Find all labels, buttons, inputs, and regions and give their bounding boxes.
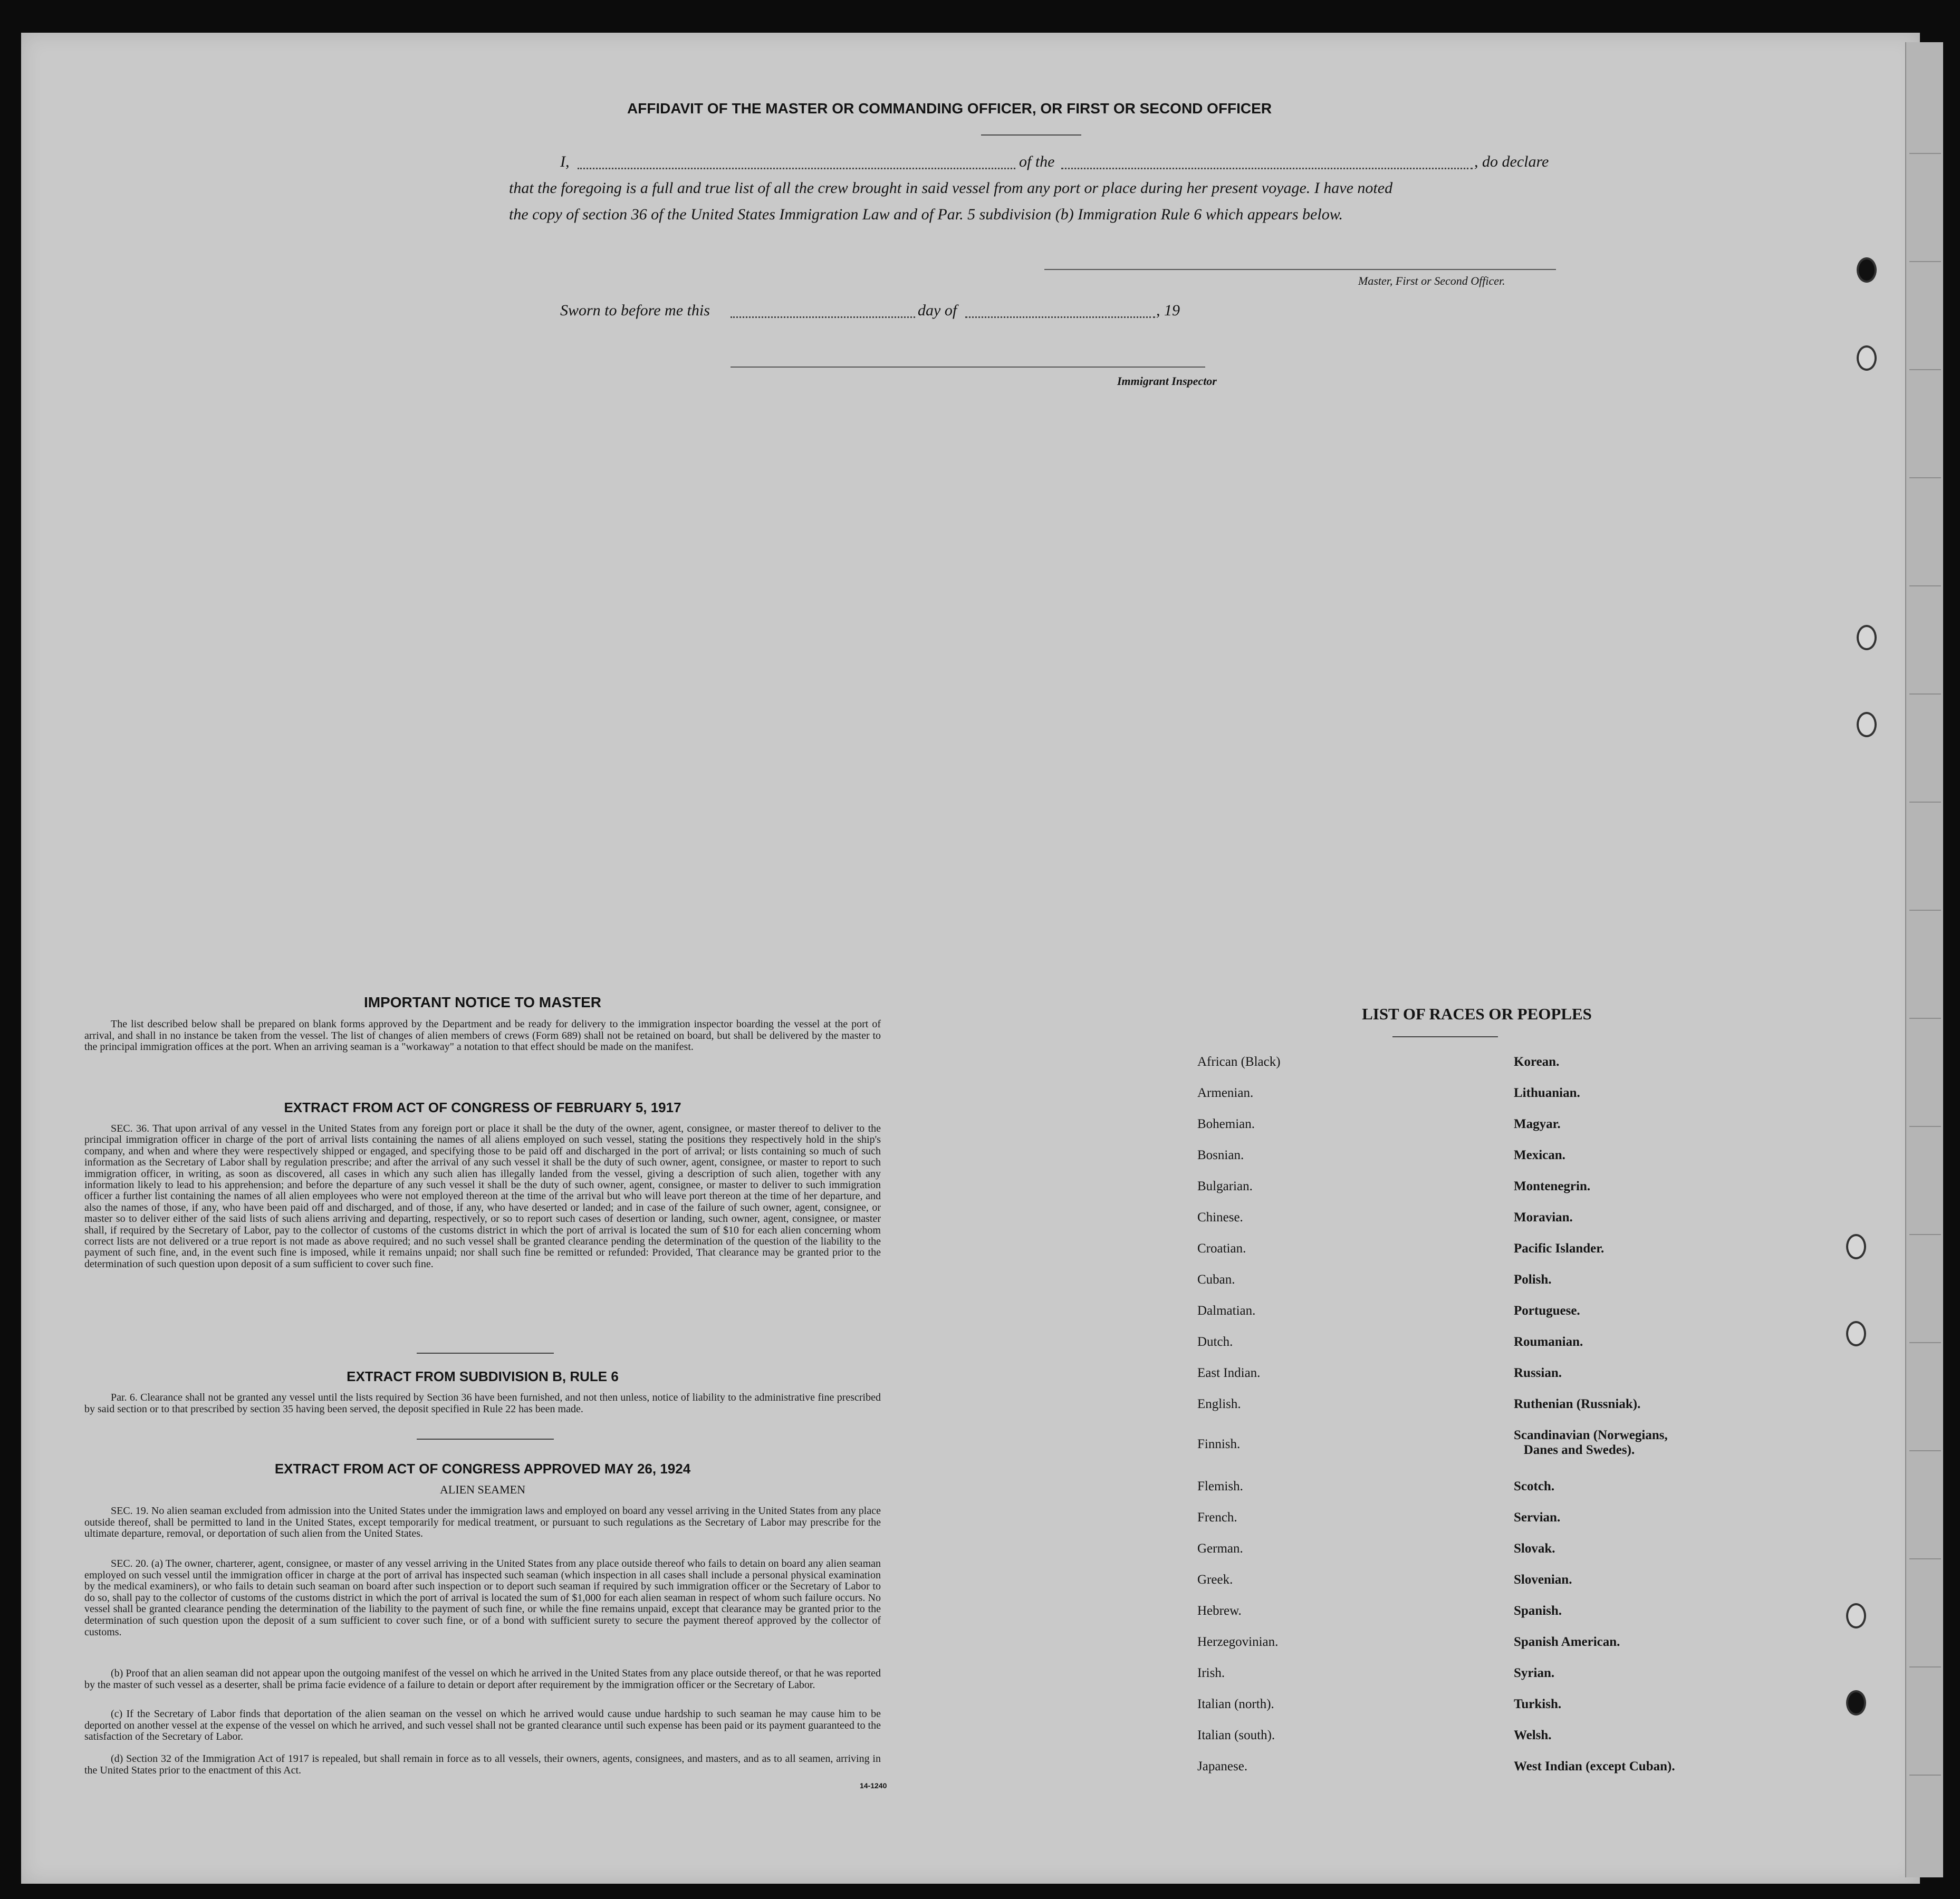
edge-rule	[1909, 693, 1941, 695]
race-item: Russian.	[1514, 1366, 1562, 1380]
sworn-month-field[interactable]	[965, 316, 1155, 318]
edge-rule	[1909, 261, 1941, 262]
race-item: Magyar.	[1514, 1117, 1561, 1131]
edge-rule	[1909, 1234, 1941, 1235]
race-item: Bosnian.	[1197, 1148, 1244, 1162]
binder-hole	[1857, 345, 1877, 371]
section-rule	[417, 1353, 554, 1354]
race-item: Italian (north).	[1197, 1697, 1274, 1711]
edge-rule	[1909, 1450, 1941, 1451]
section-rule	[417, 1439, 554, 1440]
race-item: Ruthenian (Russniak).	[1514, 1397, 1641, 1411]
race-item: Servian.	[1514, 1510, 1561, 1525]
affidavit-of-the: of the	[1019, 153, 1055, 170]
edge-rule	[1909, 910, 1941, 911]
race-item: Japanese.	[1197, 1759, 1248, 1773]
races-title: LIST OF RACES OR PEOPLES	[1362, 1005, 1592, 1023]
affidavit-line-3: the copy of section 36 of the United States Immigration Law and of Par. 5 subdivision (b) Immigration Rule 6 which appears below.	[509, 206, 1343, 223]
binder-hole	[1846, 1234, 1866, 1259]
edge-rule	[1909, 585, 1941, 586]
race-item: Bohemian.	[1197, 1117, 1255, 1131]
vessel-name-field[interactable]	[1061, 168, 1473, 169]
sworn-day-of: day of	[918, 302, 957, 319]
race-item: French.	[1197, 1510, 1237, 1525]
edge-rule	[1909, 477, 1941, 478]
act-1924-sec20d: (d) Section 32 of the Immigration Act of 1917 is repealed, but shall remain in force as to all vessels, their owners, agents, consignees, and masters, and as to all seamen, arriving in the United States prior to the enactment of this Act.	[84, 1753, 881, 1776]
race-item: Chinese.	[1197, 1210, 1243, 1225]
race-item: Slovak.	[1514, 1541, 1555, 1556]
race-item: German.	[1197, 1541, 1243, 1556]
race-item: Herzegovinian.	[1197, 1635, 1279, 1649]
binder-hole	[1857, 625, 1877, 650]
act-1924-title: EXTRACT FROM ACT OF CONGRESS APPROVED MAY 26, 1924	[274, 1461, 691, 1477]
race-item: Croatian.	[1197, 1241, 1246, 1256]
race-item: Scandinavian (Norwegians, Danes and Swedes).	[1514, 1428, 1668, 1457]
edge-rule	[1909, 1666, 1941, 1667]
inspector-label: Immigrant Inspector	[1117, 374, 1217, 388]
affidavit-i: I,	[560, 153, 570, 170]
edge-rule	[1909, 1018, 1941, 1019]
race-item: Italian (south).	[1197, 1728, 1275, 1742]
master-name-field[interactable]	[578, 168, 1015, 169]
race-item: Armenian.	[1197, 1086, 1254, 1100]
edge-rule	[1909, 1558, 1941, 1559]
race-item: Scotch.	[1514, 1479, 1555, 1493]
edge-rule	[1909, 1126, 1941, 1127]
master-signature-line[interactable]	[1044, 269, 1556, 270]
race-item: Slovenian.	[1514, 1573, 1572, 1587]
sworn-prefix: Sworn to before me this	[560, 302, 710, 319]
act-1917-title: EXTRACT FROM ACT OF CONGRESS OF FEBRUARY 5, 1917	[284, 1100, 681, 1115]
race-item: Spanish.	[1514, 1604, 1562, 1618]
binder-hole	[1857, 712, 1877, 737]
race-item: Flemish.	[1197, 1479, 1243, 1493]
rule6-text: Par. 6. Clearance shall not be granted any vessel until the lists required by Section 36 have been furnished, and not then unless, notice of liability to the administrative fine prescribed by said section or to that prescribed by section 35 having been served, the deposit specified in Rule 22 has been made.	[84, 1392, 881, 1415]
affidavit-line-2: that the foregoing is a full and true list of all the crew brought in said vessel from any port or place during her present voyage. I have noted	[509, 179, 1393, 197]
notice-title: IMPORTANT NOTICE TO MASTER	[363, 994, 602, 1010]
race-item: East Indian.	[1197, 1366, 1261, 1380]
act-1924-sec20b: (b) Proof that an alien seaman did not appear upon the outgoing manifest of the vessel on which he arrived in the United States from any place outside thereof, or that he was reported by the master of such vessel as a deserter, shall be prima facie evidence of a failure to detain or deport after requirement by the immigration officer or the Secretary of Labor.	[84, 1667, 881, 1691]
inspector-signature-line[interactable]	[731, 367, 1205, 368]
sworn-year: , 19	[1156, 302, 1180, 319]
race-item: Dalmatian.	[1197, 1304, 1256, 1318]
race-item: Syrian.	[1514, 1666, 1555, 1680]
race-item: Spanish American.	[1514, 1635, 1620, 1649]
race-item: Dutch.	[1197, 1335, 1233, 1349]
race-item: Irish.	[1197, 1666, 1225, 1680]
race-item: Mexican.	[1514, 1148, 1565, 1162]
binder-hole	[1846, 1690, 1866, 1715]
act-1917-text: SEC. 36. That upon arrival of any vessel in the United States from any foreign port or place it shall be the duty of the owner, agent, consignee, or master thereof to deliver to the principal immigration officer in charge of the port of arrival lists containing the names of all aliens employed on such vessel, stating the positions they respectively hold in the ship's company, and when and where they were respectively shipped or engaged, and specifying those to be paid off and discharged in the port of arrival; or lists containing so much of such information as the Secretary of Labor shall by regulation prescribe; and after the arrival of any such vessel it shall be the duty of such owner, agent, consignee, or master to report to such immigration officer, in writing, as soon as discovered, all cases in which any such alien has illegally landed from the vessel, giving a description of such alien, together with any information likely to lead to his apprehension; and before the departure of any such vessel it shall be the duty of such owner, agent, consignee, or master to deliver to such immigration officer a further list containing the names of all alien employees who were not employed thereon at the time of the arrival but who will leave port thereon at the time of her departure, and also the names of those, if any, who have been paid off and discharged, and of those, if any, who have deserted or landed; and in case of the failure of such owner, agent, consignee, or master so to deliver either of the said lists of such aliens arriving and departing, respectively, or so to report such cases of desertion or landing, such owner, agent, consignee, or master shall, if required by the Secretary of Labor, pay to the collector of customs of the customs district in which the port of arrival is located the sum of $10 for each alien concerning whom correct lists are not delivered or a true report is not made as above required; and no such vessel shall be granted clearance pending the determination of the question of the liability to the payment of such fine, and, in the event such fine is imposed, while it remains unpaid; nor shall such fine be remitted or refunded: Provided, That clearance may be granted prior to the determination of such question upon deposit of a sum sufficient to cover such fine.	[84, 1123, 881, 1270]
act-1924-sec20c: (c) If the Secretary of Labor finds that deportation of the alien seaman on the vessel on which he arrived would cause undue hardship to such seaman he may cause him to be deported on another vessel at the expense of the vessel on which he arrived, and such vessel shall not be granted clearance until such expense has been paid or its payment guaranteed to the satisfaction of the Secretary of Labor.	[84, 1708, 881, 1743]
act-1924-subtitle: ALIEN SEAMEN	[440, 1483, 525, 1496]
affidavit-declare: , do declare	[1474, 153, 1549, 170]
race-item: West Indian (except Cuban).	[1514, 1759, 1675, 1773]
act-1924-sec19: SEC. 19. No alien seaman excluded from admission into the United States under the immigration laws and employed on board any vessel arriving in the United States from any place outside thereof, shall be permitted to land in the United States, except temporarily for medical treatment, or pursuant to such regulations as the Secretary of Labor may prescribe for the ultimate departure, removal, or deportation of such alien from the United States.	[84, 1505, 881, 1540]
sworn-day-field[interactable]	[731, 316, 915, 318]
race-item: Lithuanian.	[1514, 1086, 1580, 1100]
race-item: African (Black)	[1197, 1055, 1281, 1069]
race-item: Korean.	[1514, 1055, 1560, 1069]
page-edge-strip	[1905, 42, 1943, 1877]
race-item: Moravian.	[1514, 1210, 1573, 1225]
edge-rule	[1909, 369, 1941, 370]
race-item: English.	[1197, 1397, 1241, 1411]
notice-text: The list described below shall be prepared on blank forms approved by the Department and be ready for delivery to the immigration inspector boarding the vessel at the port of arrival, and shall in no instance be taken from the vessel. The list of changes of alien members of crews (Form 689) shall not be retained on board, but shall be delivered by the master to the principal immigration offices at the port. When an arriving seaman is a "workaway" a notation to that effect should be made on the manifest.	[84, 1018, 881, 1053]
master-signature-label: Master, First or Second Officer.	[1358, 274, 1505, 287]
edge-rule	[1909, 1775, 1941, 1776]
binder-hole	[1846, 1603, 1866, 1628]
races-title-rule	[1392, 1036, 1498, 1037]
binder-hole	[1846, 1321, 1866, 1346]
form-number: 14-1240	[860, 1781, 887, 1790]
race-item: Montenegrin.	[1514, 1179, 1591, 1193]
race-item: Bulgarian.	[1197, 1179, 1253, 1193]
race-item: Turkish.	[1514, 1697, 1562, 1711]
race-item: Hebrew.	[1197, 1604, 1242, 1618]
edge-rule	[1909, 802, 1941, 803]
race-item: Finnish.	[1197, 1437, 1241, 1451]
race-item: Cuban.	[1197, 1273, 1235, 1287]
race-item: Greek.	[1197, 1573, 1233, 1587]
race-item: Welsh.	[1514, 1728, 1552, 1742]
title-rule	[981, 134, 1081, 136]
binder-hole	[1857, 257, 1877, 283]
edge-rule	[1909, 153, 1941, 154]
race-item: Roumanian.	[1514, 1335, 1583, 1349]
affidavit-title: AFFIDAVIT OF THE MASTER OR COMMANDING OFFICER, OR FIRST OR SECOND OFFICER	[627, 100, 1272, 117]
rule6-title: EXTRACT FROM SUBDIVISION B, RULE 6	[347, 1368, 619, 1384]
race-item: Pacific Islander.	[1514, 1241, 1604, 1256]
race-item: Portuguese.	[1514, 1304, 1580, 1318]
race-item: Polish.	[1514, 1273, 1552, 1287]
act-1924-sec20a: SEC. 20. (a) The owner, charterer, agent, consignee, or master of any vessel arriving in the United States from any place outside thereof who fails to detain on board any alien seaman employed on such vessel until the immigration officer in charge at the port of arrival has inspected such seaman (which inspection in all cases shall include a personal physical examination by the medical examiners), or who fails to detain such seaman on board after such inspection or to deport such seaman if required by such immigration officer or the Secretary of Labor to do so, shall pay to the collector of customs of the customs district in which the port of arrival is located the sum of $1,000 for each alien seaman in respect of whom such failure occurs. No vessel shall be granted clearance pending the determination of the liability to the payment of such fine, or while the fine remains unpaid, except that clearance may be granted prior to the determination of such question upon the deposit of a sum sufficient to cover such fine, or of a bond with sufficient surety to secure the payment thereof approved by the collector of customs.	[84, 1558, 881, 1638]
edge-rule	[1909, 1342, 1941, 1343]
